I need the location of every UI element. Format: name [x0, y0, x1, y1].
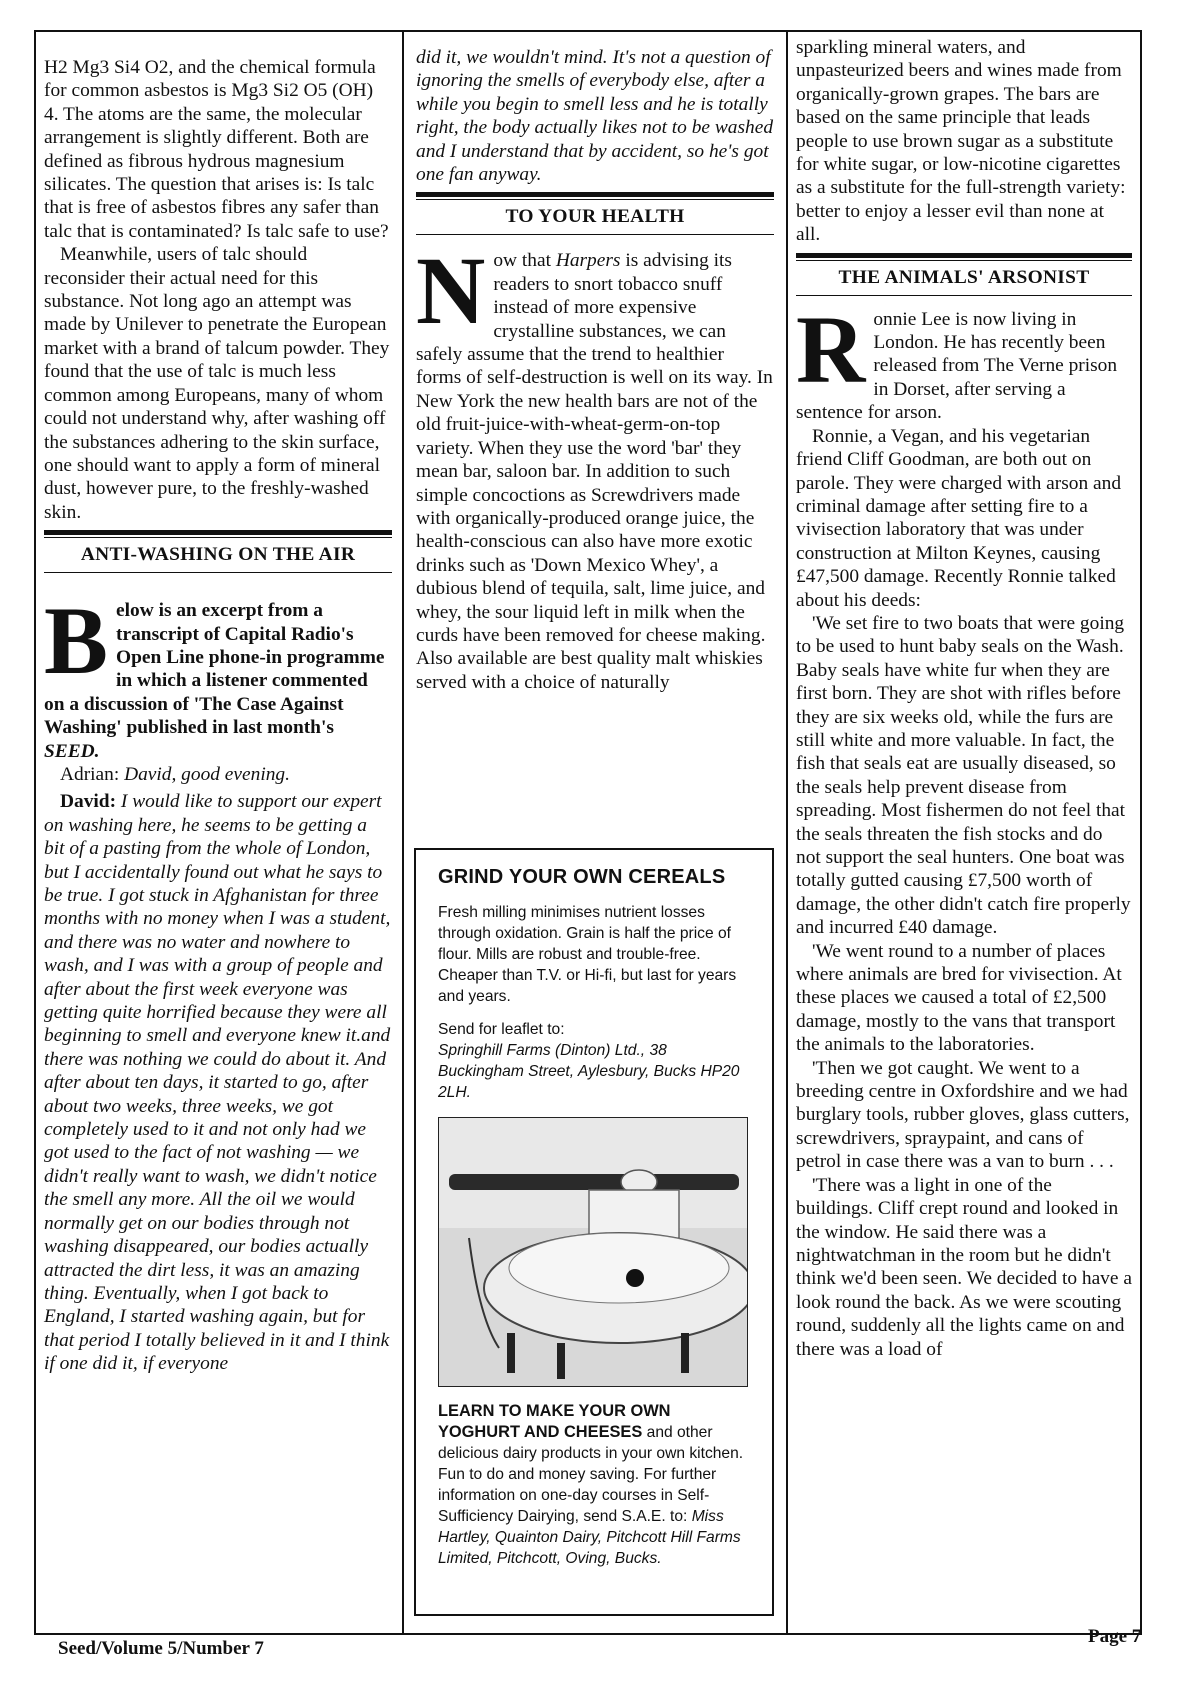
ad-address-cereals: Springhill Farms (Dinton) Ltd., 38 Buckingham Street, Aylesbury, Bucks HP20 2LH.	[438, 1042, 740, 1101]
arsonist-paragraph-4: 'We went round to a number of places where animals are bred for vivisection. At these places we caused a total of £2,500 damage, mostly to the vans that transport the animals to the laboratories.	[796, 940, 1122, 1056]
anti-washing-lead	[44, 587, 392, 763]
ad-address-yoghurt: Miss Hartley, Quainton Dairy, Pitchcott Hill Farms Limited, Pitchcott, Oving, Bucks.	[438, 1508, 741, 1567]
adrian-speech: David, good evening.	[124, 763, 290, 785]
arsonist-lead	[796, 295, 1132, 425]
speaker-david: David:	[60, 791, 117, 813]
column-2	[416, 46, 774, 694]
drop-cap-b: B	[44, 587, 109, 695]
mill-illustration	[439, 1118, 747, 1386]
lead-text: elow is an excerpt from a transcript of Capital Radio's Open Line phone-in programme in which a listener commented on a discussion of 'The Case Against Washing' published in last month's	[44, 600, 385, 739]
drop-cap-r: R	[796, 295, 866, 403]
ad2-text	[438, 1401, 750, 1569]
section-heading-anti-washing: ANTI-WASHING ON THE AIR	[80, 544, 356, 566]
david-speech: I would like to support our expert on washing here, he seems to be getting a bit of a pasting from the whole of London, but I accidentally found out what he says to be true. I got stuck in Afghanistan for three months with no money when I was a student, and there was no water and nowhere to wash, and I was with a group of people and after about the first week everyone was getting quite horrified because they were all beginning to smell and everyone knew it.and there was nothing we could do about it. And after about ten days, it started to go, after about two weeks, three weeks, we got completely used to it and not only had we got used to the fact of not washing — we didn't really want to wash, we didn't notice the smell any more. All the oil we would normally get on our bodies through not washing disappeared, our bodies actually attracted the dirt less, it was an amazing thing. Eventually, when I got back to England, I started washing again, but for that period I totally believed in it and I think if one did it, if everyone	[44, 791, 391, 1375]
arsonist-paragraph-3: 'We set fire to two boats that were going to be used to hunt baby seals on the Wash. Baby seals have white fur when they are first born. They are shot with rifles before they are six weeks old, while the furs are still white and more valuable. In fact, the fish that seals eat are usually diseased, so the seals help prevent disease from spreading. Most fishermen do not feel that the seals threaten the fish stocks and do not support the seal hunters. One boat was totally gutted causing £7,500 worth of damage, the other didn't catch fire properly and incurred £40 damage.	[796, 612, 1131, 939]
arsonist-paragraph-5: 'Then we got caught. We went to a breeding centre in Oxfordshire and we had burglary tools, rubber gloves, glass cutters, screwdrivers, spraypaint, and cans of petrol in case there was a van to burn . . .	[796, 1057, 1130, 1173]
ad-send-label: Send for leaflet to:	[438, 1021, 565, 1038]
ad-body-cereals: Fresh milling minimises nutrient losses through oxidation. Grain is half the price of flour. Mills are robust and trouble-free. Cheaper than T.V. or Hi-fi, but last for years and years.	[438, 904, 737, 1005]
advertisement-box	[414, 848, 774, 1616]
heading-rule-thick	[44, 530, 392, 535]
heading-rule-thin	[44, 537, 392, 538]
david-speech-continued: did it, we wouldn't mind. It's not a question of ignoring the smells of everybody else, after a while you begin to smell less and he is totally right, the body actually likes not to be washed and I understand that by accident, so he's got one fan anyway.	[416, 47, 774, 186]
section-heading-arsonist: THE ANIMALS' ARSONIST	[838, 266, 1090, 288]
column-1	[44, 56, 392, 1376]
arsonist-paragraph-6: 'There was a light in one of the buildings. Cliff crept round and looked in the window. He said there was a nightwatchman in the room but he didn't think we'd been seen. We decided to have a look round the back. As we were scouting round, suddenly all the lights came on and there was a load of	[796, 1174, 1132, 1360]
lead-magazine: SEED.	[44, 740, 100, 762]
health-lead-b: is advising its readers to snort tobacco snuff instead of more expensive crystalline substances, we can safely assume that the trend to healthier forms of self-destruction is well on its way. In New York the new health bars are not of the old fruit-juice-with-wheat-germ-on-top variety. When they use the word 'bar' they mean bar, saloon bar. In addition to such simple concoctions as Screwdrivers made with organically-produced orange juice, the health-conscious can also have more exotic drinks such as 'Down Mexico Whey', a dubious blend of tequila, salt, lime juice, and whey, the sour liquid left in milk when the curds have been removed for cheese making. Also available are best quality malt whiskies served with a choice of naturally	[416, 250, 773, 693]
health-article	[416, 237, 774, 694]
page-number: Page 7	[1088, 1626, 1142, 1647]
footer-issue: Seed/Volume 5/Number 7	[58, 1638, 264, 1659]
heading-rule-thick	[416, 192, 774, 197]
heading-rule-thin	[416, 199, 774, 200]
adrian-line	[44, 763, 392, 786]
talc-paragraph: Meanwhile, users of talc should reconsider their actual need for this substance. Not long ago an attempt was made by Unilever to penetrate the European market with a brand of talcum powder. They found that the use of talc is much less common among Europeans, many of whom could not understand why, after washing off the substances adhering to the skin surface, one should want to apply a form of mineral dust, however pure, to the freshly-washed skin.	[44, 244, 390, 523]
arsonist-lead-text: onnie Lee is now living in London. He has recently been released from The Verne prison in Dorset, after serving a sentence for arson.	[796, 308, 1118, 424]
column-3	[796, 36, 1132, 1361]
heading-rule-below	[44, 572, 392, 573]
david-line	[44, 790, 392, 1375]
grain-mill-photo	[438, 1117, 748, 1387]
health-magazine: Harpers	[555, 250, 621, 272]
column-rule-2	[786, 30, 788, 1635]
ad-heading-cereals: GRIND YOUR OWN CEREALS	[438, 866, 726, 888]
ad-heading-yoghurt: LEARN TO MAKE YOUR OWN YOGHURT AND CHEESES	[438, 1402, 671, 1441]
section-heading-health: TO YOUR HEALTH	[505, 206, 685, 228]
column-rule-1	[402, 30, 404, 1635]
heading-rule-below	[416, 234, 774, 235]
talc-intro: H2 Mg3 Si4 O2, and the chemical formula for common asbestos is Mg3 Si2 O5 (OH) 4. The atoms are the same, the molecular arrangement is slightly different. Both are defined as fibrous hydrous magnesium silicates. The question that arises is: Is talc that is free of asbestos fibres any safer than talc that is contaminated? Is talc safe to use?	[44, 57, 389, 242]
heading-rule-thick	[796, 253, 1132, 258]
arsonist-paragraph-2: Ronnie, a Vegan, and his vegetarian friend Cliff Goodman, are both out on parole. They were charged with arson and criminal damage after setting fire to a vivisection laboratory that was under construction at Milton Keynes, causing £47,500 damage. Recently Ronnie talked about his deeds:	[796, 425, 1122, 611]
drop-cap-n: N	[416, 237, 486, 345]
heading-rule-thin	[796, 260, 1132, 261]
speaker-adrian: Adrian:	[60, 763, 120, 785]
ad-body-yoghurt: and other delicious dairy products in your own kitchen. Fun to do and money saving. For further information on one-day courses in Self-Sufficiency Dairying, send S.A.E. to:	[438, 1424, 744, 1525]
health-lead-a: ow that	[493, 250, 551, 272]
health-continued: sparkling mineral waters, and unpasteurized beers and wines made from organically-grown grapes. The bars are based on the same principle that leads people to use brown sugar as a substitute for white sugar, or low-nicotine cigarettes as a substitute for the full-strength variety: better to enjoy a lesser evil than none at all.	[796, 37, 1126, 246]
